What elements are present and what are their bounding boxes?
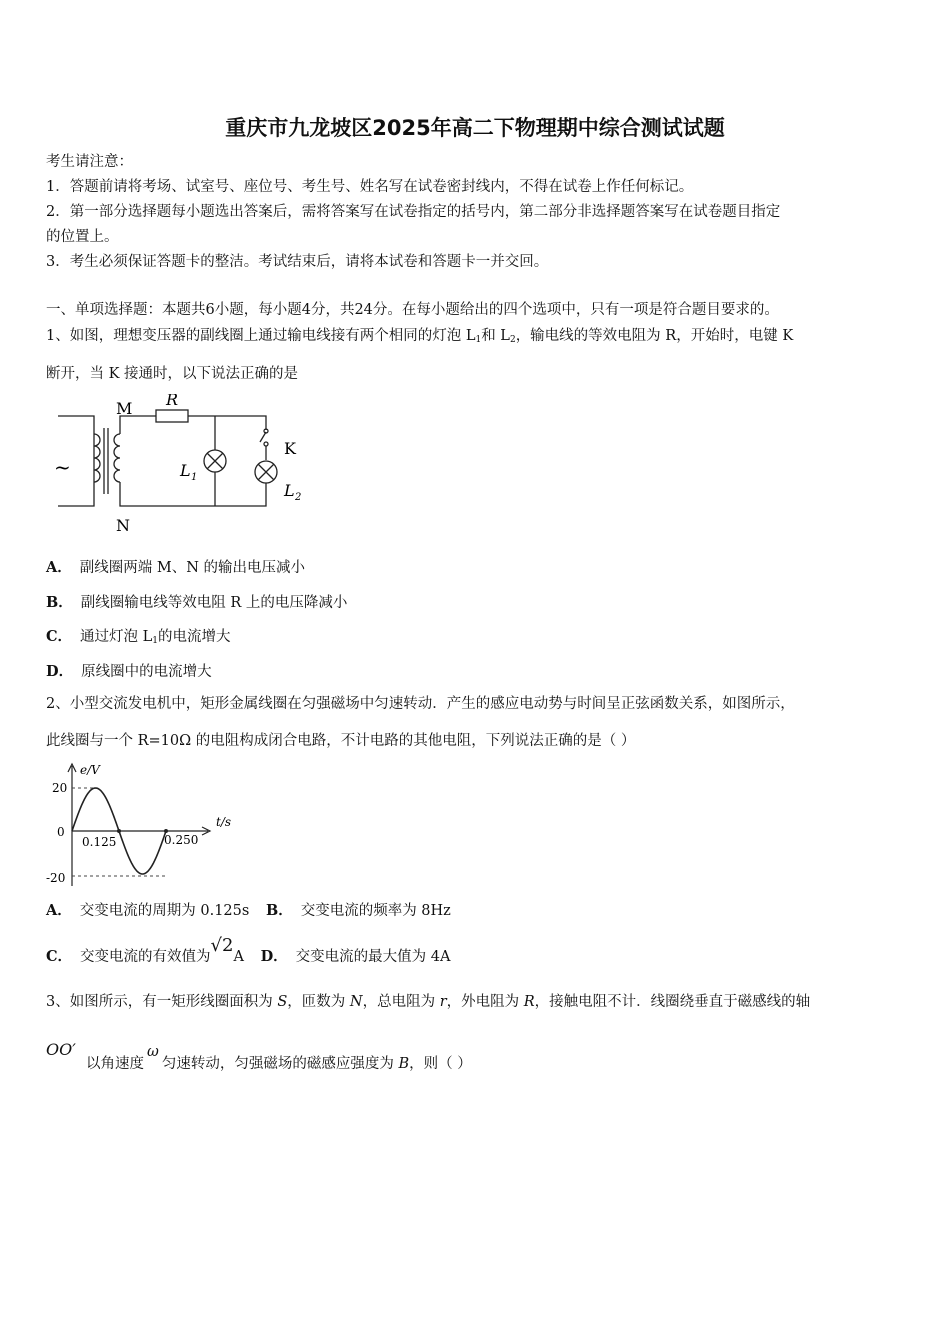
- label-l2: L: [284, 481, 295, 500]
- y-tick-0: 0: [57, 825, 65, 839]
- label-l1: L: [180, 461, 191, 480]
- q2-stem-line1: 2、小型交流发电机中，矩形金属线圈在匀强磁场中匀速转动．产生的感应电动势与时间呈正弦函数关系，如图所示，: [46, 696, 795, 712]
- q1-option-d[interactable]: D． 原线圈中的电流增大: [46, 663, 212, 680]
- q1-stem-line1: 1、如图，理想变压器的副线圈上通过输电线接有两个相同的灯泡 $L_1$和 $L_2$，输电线的等效电阻为 R，开始时，电键 K: [46, 328, 794, 345]
- q1-option-c[interactable]: C． 通过灯泡 $L_1$的电流增大: [46, 628, 231, 646]
- page-title: 重庆市九龙坡区2025年高二下物理期中综合测试试题: [225, 116, 725, 140]
- ac-source-symbol: ~: [54, 455, 71, 479]
- label-r: R: [166, 394, 179, 409]
- label-n: N: [116, 516, 130, 535]
- q3-axis-symbol: OO′: [46, 1040, 76, 1059]
- q2-option-a[interactable]: A． 交变电流的周期为 0.125s: [46, 902, 250, 919]
- q1-circuit-figure: [44, 394, 314, 539]
- notice-item-2-cont: 的位置上。: [46, 229, 119, 245]
- q2-emf-chart: [40, 760, 250, 890]
- q1-option-a[interactable]: A． 副线圈两端 M、N 的输出电压减小: [46, 559, 306, 576]
- q2-stem-line2: 此线圈与一个 R=10Ω 的电阻构成闭合电路，不计电路的其他电阻，下列说法正确的是（ ）: [46, 733, 636, 749]
- q3-stem-line2: 以角速度ω匀速转动，匀强磁场的磁感应强度为 B，则（ ）: [86, 1044, 472, 1072]
- x-tick-0125: 0.125: [82, 835, 117, 849]
- label-m: M: [116, 399, 133, 418]
- x-tick-0250: 0.250: [164, 833, 199, 847]
- q2-option-c[interactable]: C． 交变电流的有效值为√2A: [46, 935, 244, 965]
- notice-item-2: 2．第一部分选择题每小题选出答案后，需将答案写在试卷指定的括号内，第二部分非选择题答案写在试卷题目指定: [46, 204, 781, 220]
- section-heading: 一、单项选择题：本题共6小题，每小题4分，共24分。在每小题给出的四个选项中，只有一项是符合题目要求的。: [46, 302, 779, 318]
- q2-options-ab: [46, 899, 451, 920]
- y-tick-neg20: -20: [46, 871, 66, 885]
- q1-option-b[interactable]: B． 副线圈输电线等效电阻 R 上的电压降减小: [46, 594, 348, 611]
- q3-stem-line1: 3、如图所示，有一矩形线圈面积为 S，匝数为 N，总电阻为 r，外电阻为 R，接触电阻不计．线圈绕垂直于磁感线的轴: [46, 994, 811, 1010]
- x-axis-label: t/s: [216, 815, 232, 829]
- label-k: K: [284, 439, 296, 458]
- tick-marker-0125: [117, 829, 121, 833]
- q2-option-b[interactable]: B． 交变电流的频率为 8Hz: [265, 902, 451, 919]
- q2-options-cd: [46, 935, 451, 966]
- notice-heading: 考生请注意：: [46, 154, 133, 170]
- y-axis-label: e/V: [80, 763, 100, 777]
- q2-option-d[interactable]: D． 交变电流的最大值为 4A: [260, 948, 451, 965]
- q1-stem-line2: 断开，当 K 接通时，以下说法正确的是: [46, 366, 299, 382]
- sqrt-two: √2: [210, 935, 234, 956]
- notice-item-1: 1．答题前请将考场、试室号、座位号、考生号、姓名写在试卷密封线内，不得在试卷上作任何标记。: [46, 179, 694, 195]
- notice-item-3: 3．考生必须保证答题卡的整洁。考试结束后，请将本试卷和答题卡一并交回。: [46, 254, 549, 270]
- label-l2-sub: 2: [295, 492, 302, 503]
- y-tick-20: 20: [52, 781, 68, 795]
- label-l1-sub: 1: [191, 472, 198, 483]
